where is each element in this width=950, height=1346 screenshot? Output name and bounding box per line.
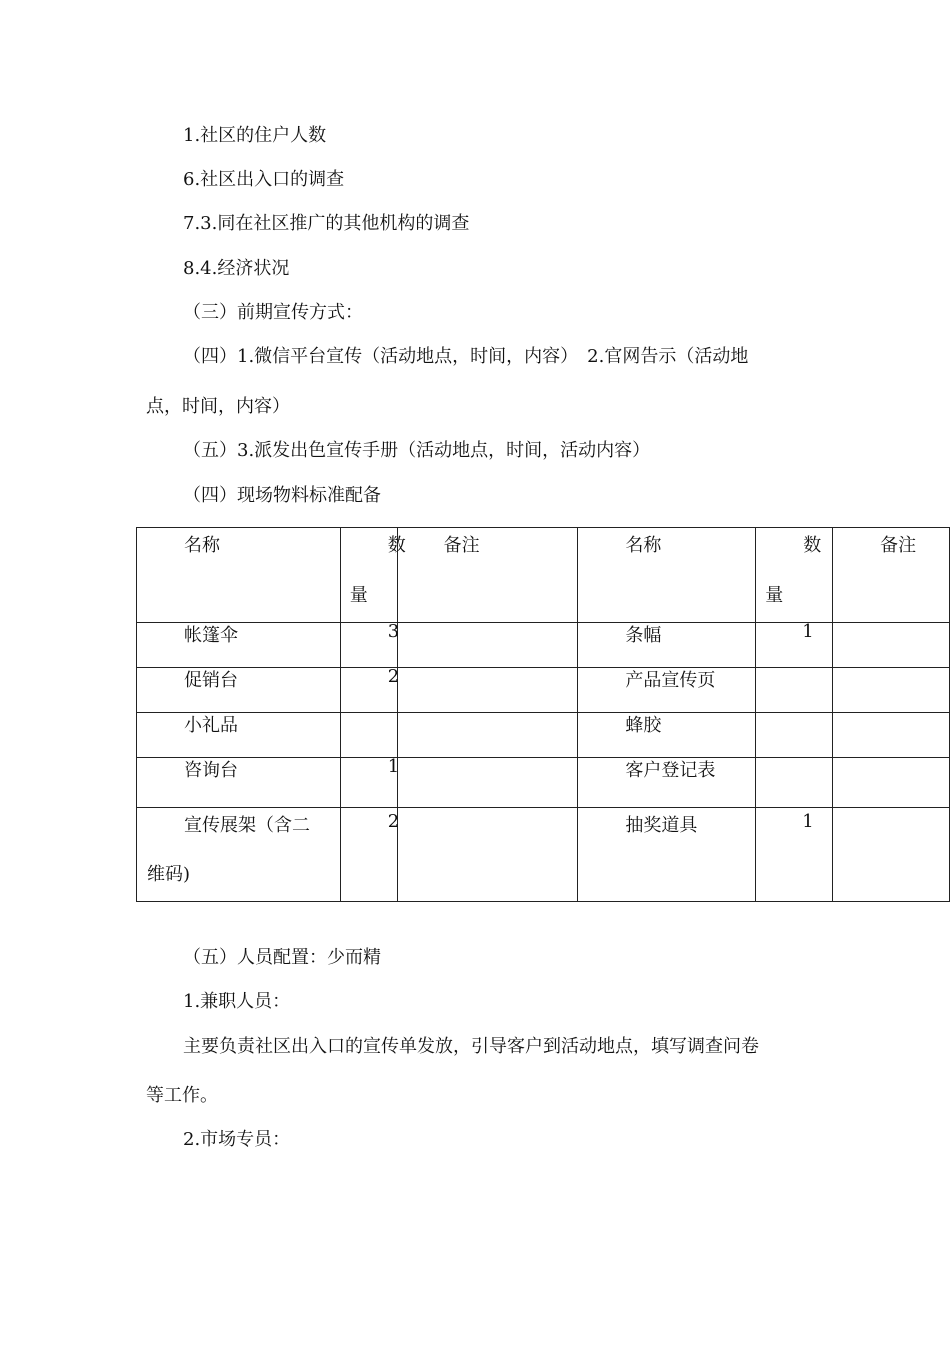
table-cell: [137, 668, 341, 713]
table-row: [137, 758, 950, 808]
header-name-right: 名称: [625, 535, 662, 556]
section-heading-5: （五）人员配置：少而精: [183, 947, 381, 968]
table-row: [137, 623, 950, 668]
table-cell: [833, 668, 950, 713]
table-cell: [137, 623, 341, 668]
table-cell: [340, 666, 400, 713]
table-cell: [756, 668, 833, 713]
table-cell: [397, 808, 578, 902]
header-name-left: 名称: [184, 535, 220, 556]
item-qty-left: 2: [387, 666, 400, 687]
item-qty-left: 2: [387, 811, 400, 832]
table-cell: [833, 623, 950, 668]
item-name-left: 帐篷伞: [184, 625, 238, 646]
table-cell: [340, 756, 400, 808]
table-cell: [833, 758, 950, 808]
table-row: [137, 808, 950, 902]
table-cell: [137, 808, 341, 902]
table-cell: [578, 668, 756, 713]
table-cell: [833, 713, 950, 758]
table-cell: [397, 713, 578, 758]
item-name-right: 抽奖道具: [625, 815, 698, 836]
para-line-1: 1.社区的住户人数: [183, 125, 327, 146]
item-name-right: 产品宣传页: [625, 670, 716, 691]
para-line-9: 主要负责社区出入口的宣传单发放，引导客户到活动地点，填写调查问卷: [183, 1036, 759, 1057]
table-header-row: [137, 528, 950, 623]
table-cell: [833, 808, 950, 902]
section-heading-3: （三）前期宣传方式：: [183, 302, 363, 323]
item-name-left-line2: 维码): [147, 864, 191, 885]
table-cell: [340, 621, 400, 668]
para-line-2: 6.社区出入口的调查: [183, 169, 345, 190]
table-cell: [137, 758, 341, 808]
table-cell: [137, 713, 341, 758]
table-cell: [340, 808, 400, 902]
header-qty-left-top: 数: [387, 535, 406, 556]
table-cell: [397, 668, 578, 713]
table-cell: [756, 713, 833, 758]
item-qty-left: 1: [387, 756, 400, 777]
para-line-7: （五）3.派发出色宣传手册（活动地点，时间，活动内容）: [183, 440, 651, 461]
header-cell: [756, 528, 833, 623]
table-cell: [578, 808, 756, 902]
header-note-left: 备注: [443, 535, 480, 556]
table-cell: [756, 623, 833, 668]
table-cell: [578, 758, 756, 808]
para-line-10: 等工作。: [146, 1085, 218, 1106]
item-qty-left: 3: [387, 621, 400, 642]
header-qty-left-bottom: 量: [349, 585, 368, 606]
header-cell: [340, 528, 406, 623]
table-cell: [397, 623, 578, 668]
header-cell: [833, 528, 950, 623]
item-name-right: 条幅: [625, 625, 662, 646]
para-line-8: 1.兼职人员：: [183, 991, 291, 1012]
item-name-left: 小礼品: [184, 715, 238, 736]
item-qty-right: 1: [802, 621, 814, 642]
header-cell: [578, 528, 756, 623]
item-qty-right: 1: [802, 811, 814, 832]
item-name-right: 蜂胶: [625, 715, 662, 736]
header-note-right: 备注: [880, 535, 917, 556]
header-qty-right-top: 数: [803, 535, 822, 556]
item-name-left: 咨询台: [184, 760, 238, 781]
table-row: [137, 668, 950, 713]
header-cell: [137, 528, 341, 623]
materials-table: [136, 527, 950, 902]
item-name-left-line1: 宣传展架（含二: [184, 815, 310, 836]
header-cell: [397, 528, 578, 623]
para-line-3: 7.3.同在社区推广的其他机构的调查: [183, 213, 470, 234]
para-line-5: （四）1.微信平台宣传（活动地点，时间，内容） 2.官网告示（活动地: [183, 346, 749, 367]
section-heading-4: （四）现场物料标准配备: [183, 485, 381, 506]
table-cell: [756, 758, 833, 808]
table-cell: [578, 623, 756, 668]
para-line-6: 点，时间，内容）: [146, 396, 290, 417]
table-cell: [340, 713, 397, 758]
item-name-left: 促销台: [184, 670, 238, 691]
table-row: [137, 713, 950, 758]
item-name-right: 客户登记表: [625, 760, 716, 781]
table-cell: [397, 758, 578, 808]
table-cell: [578, 713, 756, 758]
table-cell: [756, 808, 833, 902]
para-line-11: 2.市场专员：: [183, 1129, 291, 1150]
para-line-4: 8.4.经济状况: [183, 258, 290, 279]
header-qty-right-bottom: 量: [765, 585, 784, 606]
